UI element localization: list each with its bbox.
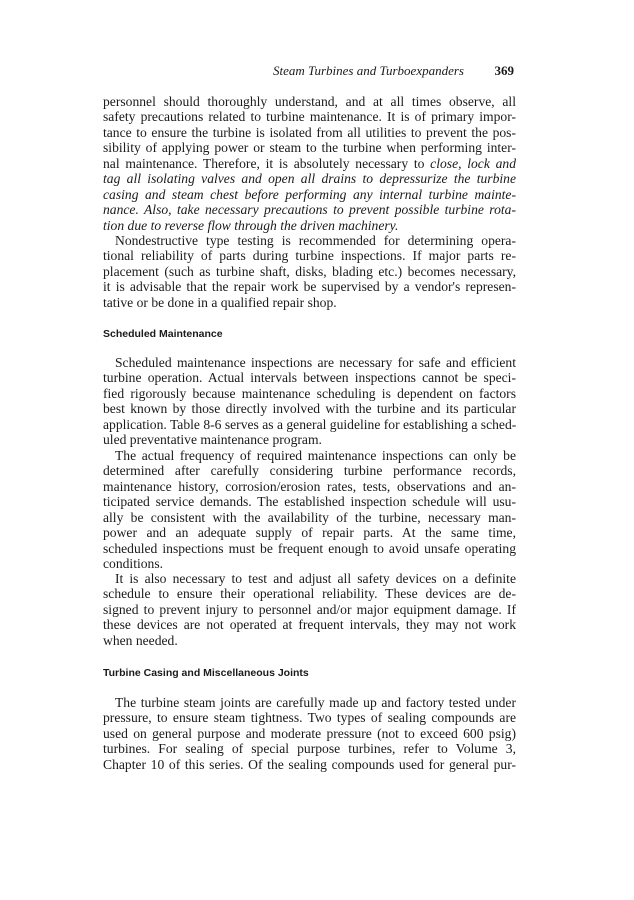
text-line xyxy=(103,187,516,202)
text-line: It is also necessary to test and adjust all safety devices on a definite xyxy=(115,571,516,586)
text-line: when needed. xyxy=(103,632,178,648)
paragraph-scheduled-inspections xyxy=(103,355,516,448)
text-line: used on general purpose and moderate pressure (not to exceed 600 psig) xyxy=(103,725,516,741)
paragraph-nondestructive-testing xyxy=(103,233,516,310)
italic-text: close, lock and xyxy=(430,155,516,171)
section-heading-turbine-casing: Turbine Casing and Miscellaneous Joints xyxy=(103,667,309,679)
text-line: determined after carefully considering turbine performance records, xyxy=(103,463,516,479)
text-line: pressure, to ensure steam tightness. Two types of sealing compounds are xyxy=(103,710,516,726)
text-line: Chapter 10 of this series. Of the sealing compounds used for general pur- xyxy=(103,756,516,772)
text-line: conditions. xyxy=(103,556,164,572)
text-line: ticipated service demands. The established inspection schedule will usu- xyxy=(103,494,516,510)
text-line xyxy=(103,156,516,171)
paragraph-inspection-frequency xyxy=(103,448,516,572)
italic-text: nance. Also, take necessary precautions to prevent possible turbine rota- xyxy=(103,202,516,218)
text-line: The turbine steam joints are carefully made up and factory tested under xyxy=(115,695,516,710)
paragraph-steam-joints xyxy=(103,695,516,772)
section-heading-scheduled-maintenance: Scheduled Maintenance xyxy=(103,328,223,340)
text-line: Scheduled maintenance inspections are necessary for safe and efficient xyxy=(115,355,516,370)
text-line: personnel should thoroughly understand, and at all times observe, all xyxy=(103,94,516,109)
text-line: uled preventative maintenance program. xyxy=(103,432,322,448)
text-line: fied rigorously because maintenance scheduling is dependent on factors xyxy=(103,385,516,401)
text-line: maintenance history, corrosion/erosion rates, tests, observations and an- xyxy=(103,478,516,494)
text-line: tional reliability of parts during turbine inspections. If major parts re- xyxy=(103,248,516,264)
text-line: ally be consistent with the availability of the turbine, necessary man- xyxy=(103,509,516,525)
text-line xyxy=(103,171,516,186)
paragraph-safety-precautions xyxy=(103,94,516,233)
running-title: Steam Turbines and Turboexpanders xyxy=(272,63,464,78)
text-line: power and an adequate supply of repair parts. At the same time, xyxy=(103,525,516,541)
text-line xyxy=(103,202,516,217)
text-line: placement (such as turbine shaft, disks, blading etc.) becomes necessary, xyxy=(103,263,516,279)
page-number: 369 xyxy=(494,63,514,78)
text-segment: nal maintenance. Therefore, it is absolutely necessary to xyxy=(103,155,431,171)
text-line: it is advisable that the repair work be supervised by a vendor's represen- xyxy=(103,279,516,295)
text-line: best known by those directly involved with the turbine and its particular xyxy=(103,401,516,417)
text-line: turbine operation. Actual intervals between inspections cannot be speci- xyxy=(103,370,516,386)
text-line: The actual frequency of required maintenance inspections can only be xyxy=(115,448,516,463)
text-line: these devices are not operated at frequent intervals, they may not work xyxy=(103,617,516,633)
text-line xyxy=(103,218,516,233)
text-line: Nondestructive type testing is recommended for determining opera- xyxy=(115,233,516,248)
text-line: schedule to ensure their operational reliability. These devices are de- xyxy=(103,586,516,602)
text-line: tative or be done in a qualified repair shop. xyxy=(103,294,337,310)
text-line: tance to ensure the turbine is isolated from all utilities to prevent the pos- xyxy=(103,124,516,140)
running-header xyxy=(103,63,516,81)
text-line: sibility of applying power or steam to the turbine when performing inter- xyxy=(103,140,516,156)
italic-text: tag all isolating valves and open all drains to depressurize the turbine xyxy=(103,171,516,187)
text-line: scheduled inspections must be frequent enough to avoid unsafe operating xyxy=(103,540,516,556)
text-line: signed to prevent injury to personnel and/or major equipment damage. If xyxy=(103,601,516,617)
text-line: safety precautions related to turbine maintenance. It is of primary impor- xyxy=(103,109,516,125)
text-line: application. Table 8-6 serves as a general guideline for establishing a sched- xyxy=(103,416,517,432)
italic-text: tion due to reverse flow through the driven machinery. xyxy=(103,217,399,233)
italic-text: casing and steam chest before performing any internal turbine mainte- xyxy=(103,186,516,202)
text-line: turbines. For sealing of special purpose turbines, refer to Volume 3, xyxy=(103,741,516,757)
paragraph-safety-devices xyxy=(103,571,516,648)
